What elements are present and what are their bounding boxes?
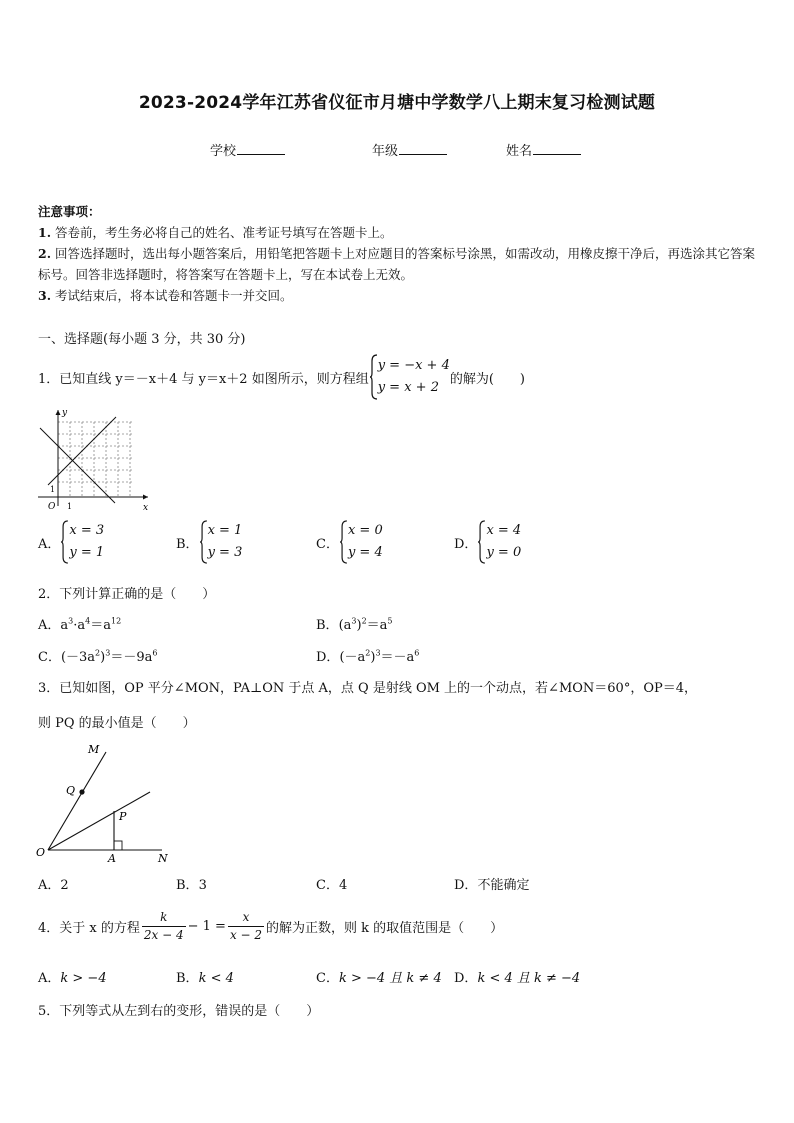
grade-label: 年级 [372,144,399,159]
notice-block [38,201,758,306]
grade-blank [399,142,447,155]
school-field [210,140,285,159]
q4-option-d[interactable]: D．k < 4 且 k ≠ −4 [454,971,581,986]
q3-option-a[interactable]: A．2 [38,878,69,893]
q4-option-a[interactable]: A．k > −4 [38,971,107,986]
grid-lines [58,422,134,497]
q3-line1: 3．已知如图，OP 平分∠MON，PA⊥ON 于点 A，点 Q 是射线 OM 上的一个动点，若∠MON＝60°，OP＝4， [38,681,698,696]
y-axis-label: y [62,408,68,418]
q1-stem [38,354,525,400]
q3-option-d[interactable]: D．不能确定 [454,878,530,893]
q1-system [369,354,450,400]
notice-heading: 注意事项： [38,204,101,219]
ray-om [48,752,106,850]
q4-stem [38,909,503,944]
q4-prefix: 4．关于 x 的方程 [38,921,140,936]
label-q: Q [66,784,76,797]
q1-prefix: 1．已知直线 y＝－x＋4 与 y＝x＋2 如图所示，则方程组 [38,371,369,387]
q5-stem: 5．下列等式从左到右的变形，错误的是（ ） [38,1004,320,1019]
brace-icon [369,354,378,400]
x-arrow-icon [143,495,148,500]
q4-option-b[interactable]: B．k < 4 [176,971,234,986]
q3-line2: 则 PQ 的最小值是（ ） [38,716,196,731]
q3-option-b[interactable]: B．3 [176,878,207,893]
label-n: N [158,852,168,865]
name-field [506,140,581,159]
school-blank [237,142,285,155]
q4-mid: − 1 = [187,919,226,934]
brace-icon [199,520,208,564]
y-tick-label: 1 [50,485,56,494]
q4-fraction-1: $\frac{k}{2x - 4}$ [143,910,184,942]
grade-field [372,140,447,159]
label-o: O [36,846,46,859]
q1-suffix: 的解为( ) [449,371,526,387]
school-label: 学校 [210,144,237,159]
q2-option-c[interactable]: C．$(-3a^2)^3=-9a^6$ [38,648,158,665]
label-m: M [88,743,100,756]
q3-option-c[interactable]: C．4 [316,878,348,893]
q2-option-d[interactable]: D．$(-a^2)^3=-a^6$ [316,648,420,665]
label-a: A [108,852,116,865]
ray-op [48,792,150,850]
q4-option-c[interactable]: C．k > −4 且 k ≠ 4 [316,971,442,986]
right-angle-icon [114,841,122,850]
q1-eq1: y = −x + 4 [377,358,450,373]
q3-figure [30,738,180,866]
q1-option-b[interactable]: B． x = 1 y = 3 [176,520,242,564]
q1-option-d[interactable]: D． x = 4 y = 0 [454,520,521,564]
q2-stem: 2．下列计算正确的是（ ） [38,587,216,602]
name-blank [533,142,581,155]
q4-fraction-2: $\frac{x}{x - 2}$ [229,910,263,942]
notice-item-3: 3. 考试结束后，将本试卷和答题卡一并交回。 [38,288,293,303]
q1-option-c[interactable]: C． x = 0 y = 4 [316,520,383,564]
x-tick-label: 1 [67,502,73,511]
q2-option-a[interactable]: A．$a^3\cdot a^4=a^{12}$ [38,616,122,633]
brace-icon [339,520,348,564]
section-heading: 一、选择题(每小题 3 分，共 30 分) [38,332,246,347]
q2-option-b[interactable]: B．$(a^3)^2=a^5$ [316,616,393,633]
notice-item-2: 2. 回答选择题时，选出每小题答案后，用铅笔把答题卡上对应题目的答案标号涂黑，如需改动，用橡皮擦干净后，再选涂其它答案标号。回答非选择题时，将答案写在答题卡上，写在本试卷上无效。 [38,246,756,282]
q1-graph [30,402,158,514]
q4-suffix: 的解为正数，则 k 的取值范围是（ ） [266,921,504,936]
point-q-icon [79,789,84,794]
page-title: 2023-2024学年江苏省仪征市月塘中学数学八上期末复习检测试题 [138,93,656,113]
notice-item-1: 1. 答卷前，考生务必将自己的姓名、准考证号填写在答题卡上。 [38,225,393,240]
q1-option-a[interactable]: A． x = 3 y = 1 [38,520,104,564]
origin-label: O [48,502,56,512]
label-p: P [119,810,127,823]
name-label: 姓名 [506,144,533,159]
y-arrow-icon [56,410,61,415]
q1-eq2: y = x + 2 [377,380,439,395]
x-axis-label: x [143,503,149,513]
